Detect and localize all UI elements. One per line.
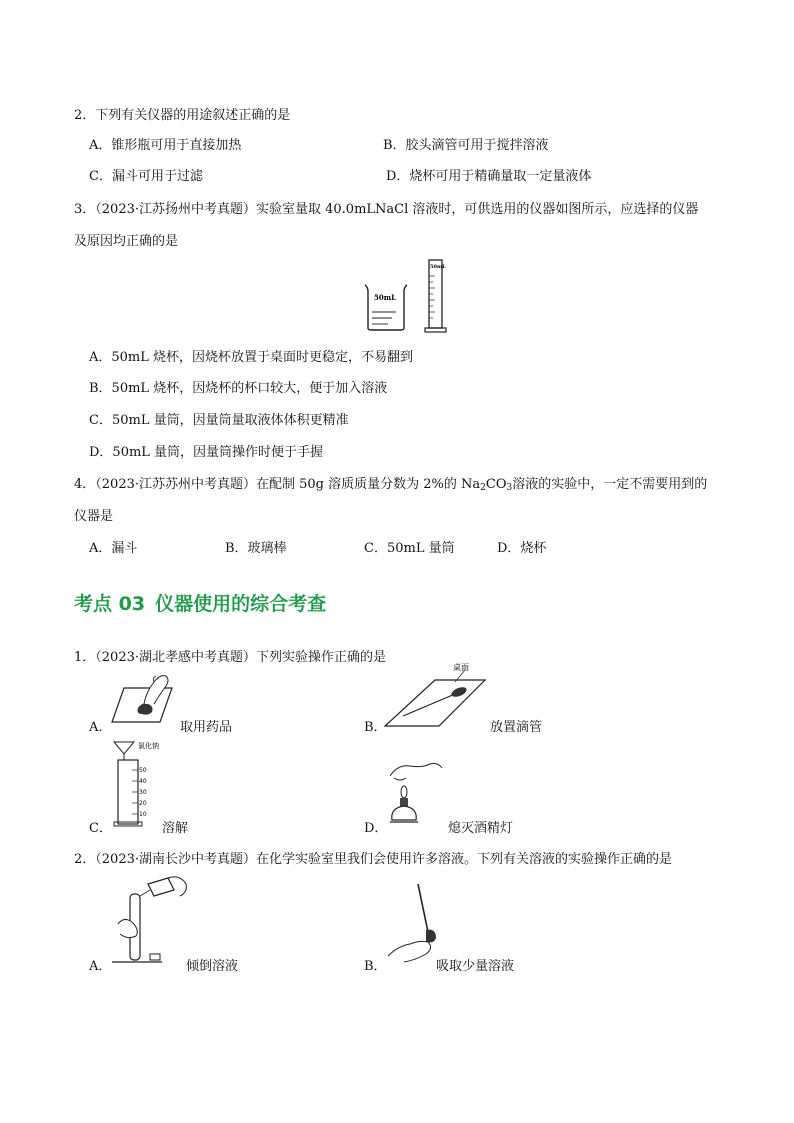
q3-option-d: D．50mL 量筒，因量筒操作时便于手握 [89, 445, 324, 460]
s2-stem: 2．（2023·湖南长沙中考真题）在化学实验室里我们会使用许多溶液。下列有关溶液的实验操作正确的是 [74, 852, 672, 867]
q4-stem-line2: 仪器是 [74, 509, 114, 524]
dropper-on-desk-figure [383, 664, 487, 730]
q4-stem-prefix: 4．（2023·江苏苏州中考真题）在配制 50g 溶质质量分数为 2%的 Na [74, 477, 481, 492]
q4-co: CO [485, 477, 507, 492]
s1-option-b-caption: 放置滴管 [490, 720, 543, 735]
q3-stem-line1: 3．（2023·江苏扬州中考真题）实验室量取 40.0mLNaCl 溶液时，可供选用的仪器如图所示，应选择的仪器 [74, 202, 699, 217]
s1-option-c-caption: 溶解 [162, 821, 189, 836]
s1-option-d-letter: D． [364, 821, 388, 836]
s2-option-a-caption: 倾倒溶液 [186, 959, 239, 974]
q2-option-d: D．烧杯可用于精确量取一定量液体 [386, 169, 592, 184]
q3-option-b: B．50mL 烧杯，因烧杯的杯口较大，便于加入溶液 [89, 381, 388, 396]
q2-option-a: A．锥形瓶可用于直接加热 [89, 138, 242, 153]
q3-option-a: A．50mL 烧杯，因烧杯放置于桌面时更稳定，不易翻到 [89, 350, 414, 365]
s1-stem: 1．（2023·湖北孝感中考真题）下列实验操作正确的是 [74, 650, 386, 665]
s2-option-b-caption: 吸取少量溶液 [436, 959, 515, 974]
s2-option-a-letter: A． [89, 959, 112, 974]
alcohol-lamp-figure [386, 756, 446, 828]
scale-40: 40 [139, 778, 147, 785]
section-number: 考点 03 [74, 593, 146, 615]
dropper-draw-figure [386, 880, 450, 966]
s1-option-a-caption: 取用药品 [180, 720, 233, 735]
q4-option-a: A．漏斗 [89, 541, 138, 556]
s1-option-b-letter: B． [364, 720, 387, 735]
salt-label: 氯化钠 [138, 742, 159, 750]
section-title: 仪器使用的综合考查 [155, 593, 327, 615]
q4-option-c: C．50mL 量筒 [364, 541, 455, 556]
q2-option-b: B．胶头滴管可用于搅拌溶液 [383, 138, 549, 153]
q2-option-c: C．漏斗可用于过滤 [89, 169, 203, 184]
s2-option-b-letter: B． [364, 959, 387, 974]
section-heading [74, 589, 326, 616]
q2-stem: 2．下列有关仪器的用途叙述正确的是 [74, 108, 291, 123]
cylinder-dissolve-figure [112, 738, 176, 828]
s1-option-a-letter: A． [89, 720, 112, 735]
hand-on-paper-figure [110, 668, 174, 724]
beaker-figure [362, 282, 408, 332]
scale-20: 20 [139, 800, 147, 807]
q4-sub-2: 2 [480, 483, 486, 493]
q3-stem-line2: 及原因均正确的是 [74, 234, 179, 249]
scale-30: 30 [139, 789, 147, 796]
q4-option-d: D．烧杯 [497, 541, 547, 556]
pouring-solution-figure [110, 874, 190, 970]
q4-sub-3: 3 [506, 483, 513, 493]
desk-label: 桌面 [453, 663, 469, 672]
scale-50: 50 [139, 767, 147, 774]
cylinder-figure [424, 258, 448, 334]
q4-stem-line1 [74, 473, 707, 493]
q4-stem-suffix: 溶液的实验中，一定不需要用到的 [512, 477, 708, 492]
q4-option-b: B．玻璃棒 [225, 541, 287, 556]
q3-option-c: C．50mL 量筒，因量筒量取液体体积更精准 [89, 413, 349, 428]
s1-option-c-letter: C． [89, 821, 112, 836]
s1-option-d-caption: 熄灭酒精灯 [448, 821, 514, 836]
scale-10: 10 [139, 811, 147, 818]
cylinder-label: 50mL [430, 264, 446, 270]
beaker-label: 50mL [374, 293, 397, 302]
